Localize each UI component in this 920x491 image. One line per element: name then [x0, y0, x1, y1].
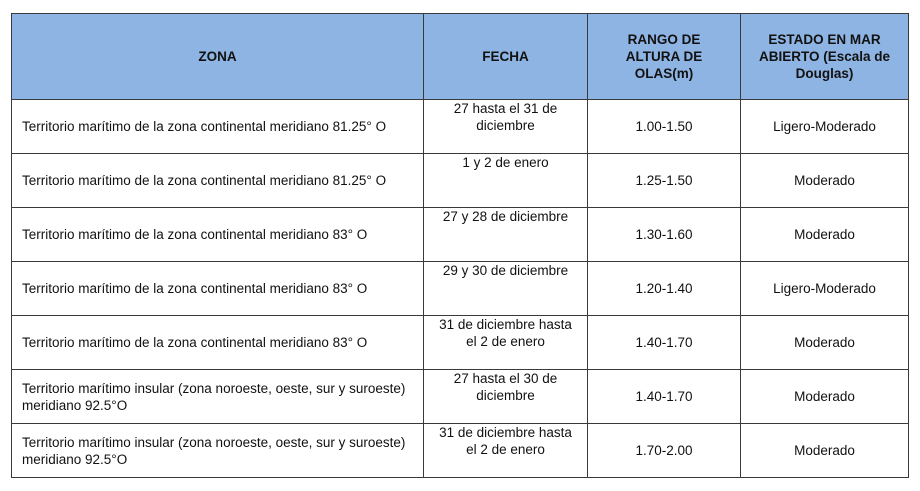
cell-estado: Moderado	[741, 370, 909, 424]
header-row	[12, 14, 909, 100]
wave-forecast-table	[11, 13, 909, 478]
cell-estado: Moderado	[741, 316, 909, 370]
header-fecha: FECHA	[424, 14, 588, 100]
cell-zona: Territorio marítimo de la zona continental meridiano 83° O	[12, 316, 424, 370]
wave-forecast-table-container	[11, 13, 908, 478]
table-row	[12, 154, 909, 208]
cell-estado: Ligero-Moderado	[741, 100, 909, 154]
table-row	[12, 208, 909, 262]
cell-estado: Moderado	[741, 208, 909, 262]
table-row	[12, 316, 909, 370]
cell-fecha: 31 de diciembre hasta el 2 de enero	[424, 316, 588, 370]
cell-rango: 1.40-1.70	[588, 370, 741, 424]
cell-fecha: 27 hasta el 30 de diciembre	[424, 370, 588, 424]
cell-fecha: 29 y 30 de diciembre	[424, 262, 588, 316]
table-row	[12, 424, 909, 478]
cell-estado: Moderado	[741, 154, 909, 208]
table-row	[12, 100, 909, 154]
cell-estado: Moderado	[741, 424, 909, 478]
cell-fecha: 31 de diciembre hasta el 2 de enero	[424, 424, 588, 478]
cell-zona: Territorio marítimo insular (zona noroeste, oeste, sur y suroeste) meridiano 92.5°O	[12, 370, 424, 424]
cell-zona: Territorio marítimo de la zona continental meridiano 83° O	[12, 208, 424, 262]
cell-zona: Territorio marítimo de la zona continental meridiano 83° O	[12, 262, 424, 316]
cell-zona: Territorio marítimo de la zona continental meridiano 81.25° O	[12, 100, 424, 154]
cell-zona: Territorio marítimo de la zona continental meridiano 81.25° O	[12, 154, 424, 208]
cell-rango: 1.00-1.50	[588, 100, 741, 154]
cell-zona: Territorio marítimo insular (zona noroeste, oeste, sur y suroeste) meridiano 92.5°O	[12, 424, 424, 478]
cell-fecha: 27 y 28 de diciembre	[424, 208, 588, 262]
cell-rango: 1.25-1.50	[588, 154, 741, 208]
cell-rango: 1.70-2.00	[588, 424, 741, 478]
table-row	[12, 262, 909, 316]
cell-rango: 1.20-1.40	[588, 262, 741, 316]
table-row	[12, 370, 909, 424]
cell-estado: Ligero-Moderado	[741, 262, 909, 316]
cell-fecha: 1 y 2 de enero	[424, 154, 588, 208]
header-rango: RANGO DE ALTURA DE OLAS(m)	[588, 14, 741, 100]
cell-rango: 1.30-1.60	[588, 208, 741, 262]
header-estado: ESTADO EN MAR ABIERTO (Escala de Douglas)	[741, 14, 909, 100]
cell-fecha: 27 hasta el 31 de diciembre	[424, 100, 588, 154]
cell-rango: 1.40-1.70	[588, 316, 741, 370]
header-zona: ZONA	[12, 14, 424, 100]
